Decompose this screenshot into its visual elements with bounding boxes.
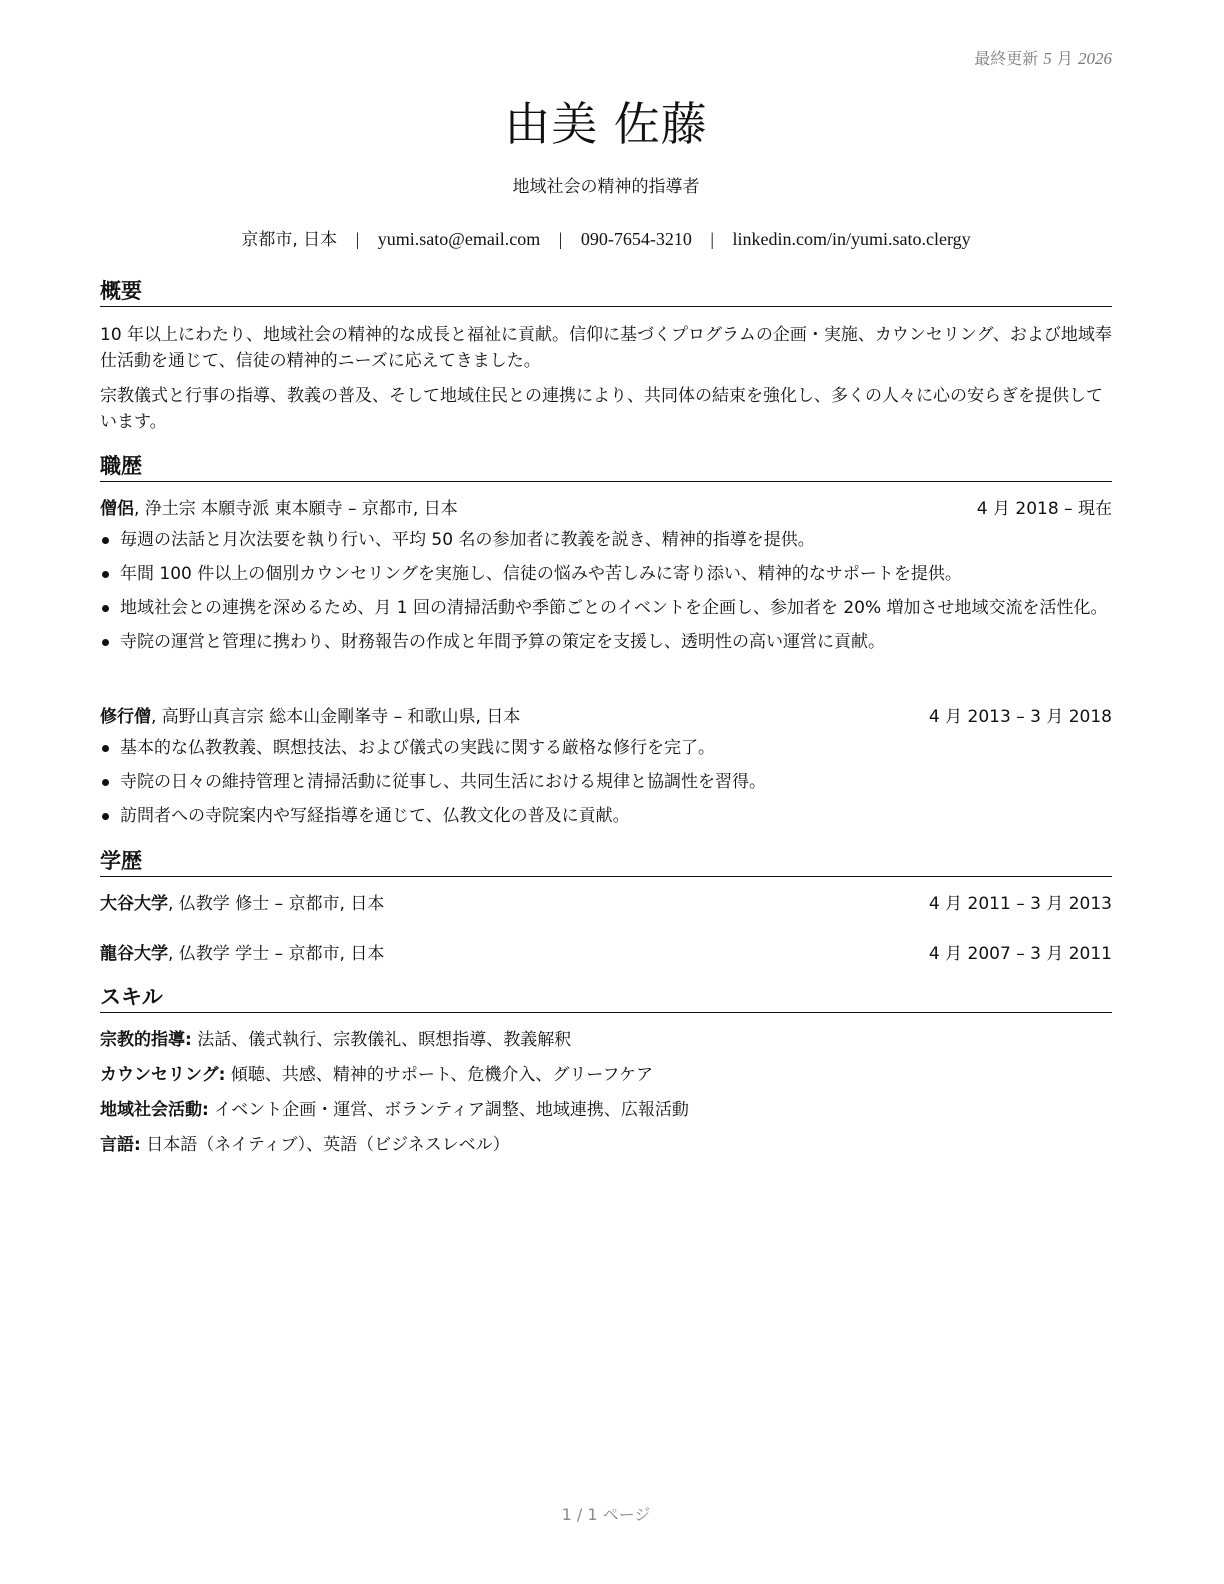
- list-item: 寺院の日々の維持管理と清掃活動に従事し、共同生活における規律と協調性を習得。: [100, 769, 1112, 795]
- last-updated-month-num: 5: [1043, 49, 1052, 68]
- contact-line: [100, 225, 1112, 250]
- skill-value: イベント企画・運営、ボランティア調整、地域連携、広報活動: [208, 1100, 689, 1120]
- last-updated-label: 最終更新: [974, 49, 1039, 68]
- skill-label: カウンセリング:: [100, 1065, 226, 1085]
- skill-row: [100, 1062, 1112, 1088]
- candidate-name: 由美 佐藤: [504, 97, 708, 151]
- education-school: 龍谷大学: [100, 944, 168, 964]
- education-dates: 4 月 2011 – 3 月 2013: [928, 894, 1112, 914]
- education-dates: 4 月 2007 – 3 月 2011: [928, 944, 1112, 964]
- skill-value: 法話、儀式執行、宗教儀礼、瞑想指導、教義解釈: [191, 1030, 572, 1050]
- education-detail: , 仏教学 学士 – 京都市, 日本: [168, 944, 385, 964]
- last-updated: [974, 46, 1112, 69]
- education-entry: [100, 942, 1112, 966]
- skill-row: [100, 1132, 1112, 1158]
- list-item: 基本的な仏教教義、瞑想技法、および儀式の実践に関する厳格な修行を完了。: [100, 735, 1112, 761]
- list-item: 寺院の運営と管理に携わり、財務報告の作成と年間予算の策定を支援し、透明性の高い運営に貢献。: [100, 629, 1112, 655]
- last-updated-year: 2026: [1078, 49, 1112, 68]
- experience-bullets: [100, 527, 1112, 663]
- page-indicator: 1 / 1 ページ: [561, 1505, 651, 1524]
- contact-phone[interactable]: 090-7654-3210: [580, 229, 692, 249]
- last-updated-month-unit: 月: [1056, 49, 1073, 68]
- section-title-experience: 職歴: [100, 453, 1112, 482]
- experience-org: , 高野山真言宗 総本山金剛峯寺 – 和歌山県, 日本: [151, 707, 521, 727]
- section-title-skills: スキル: [100, 984, 1112, 1013]
- summary-paragraph: 宗教儀式と行事の指導、教義の普及、そして地域住民との連携により、共同体の結束を強化し、多くの人々に心の安らぎを提供しています。: [100, 386, 1103, 432]
- resume-page: [100, 0, 1112, 1584]
- skill-value: 傾聴、共感、精神的サポート、危機介入、グリーフケア: [225, 1065, 653, 1085]
- skill-row: [100, 1097, 1112, 1123]
- skill-label: 地域社会活動:: [100, 1100, 209, 1120]
- contact-linkedin[interactable]: linkedin.com/in/yumi.sato.clergy: [732, 229, 971, 249]
- experience-bullets: [100, 735, 1112, 837]
- list-item: 訪問者への寺院案内や写経指導を通じて、仏教文化の普及に貢献。: [100, 803, 1112, 829]
- list-item: 年間 100 件以上の個別カウンセリングを実施し、信徒の悩みや苦しみに寄り添い、精神的なサポートを提供。: [100, 561, 1112, 587]
- contact-email[interactable]: yumi.sato@email.com: [377, 229, 541, 249]
- education-school: 大谷大学: [100, 894, 168, 914]
- education-entry: [100, 892, 1112, 916]
- contact-separator: |: [710, 229, 715, 249]
- experience-org: , 浄土宗 本願寺派 東本願寺 – 京都市, 日本: [134, 499, 458, 519]
- contact-location: 京都市, 日本: [241, 230, 338, 250]
- contact-separator: |: [558, 229, 563, 249]
- contact-separator: |: [355, 229, 360, 249]
- list-item: 毎週の法話と月次法要を執り行い、平均 50 名の参加者に教義を説き、精神的指導を提供。: [100, 527, 1112, 553]
- candidate-headline: 地域社会の精神的指導者: [512, 177, 700, 197]
- education-detail: , 仏教学 修士 – 京都市, 日本: [168, 894, 385, 914]
- skill-label: 宗教的指導:: [100, 1030, 192, 1050]
- list-item: 地域社会との連携を深めるため、月 1 回の清掃活動や季節ごとのイベントを企画し、参加者を 20% 増加させ地域交流を活性化。: [100, 595, 1112, 621]
- section-title-summary: 概要: [100, 278, 1112, 307]
- experience-role: 僧侶: [100, 499, 134, 519]
- experience-entry-header: [100, 497, 1112, 521]
- experience-role: 修行僧: [100, 707, 151, 727]
- experience-dates: 4 月 2018 – 現在: [976, 499, 1112, 519]
- skill-row: [100, 1027, 1112, 1053]
- section-title-education: 学歴: [100, 848, 1112, 877]
- experience-dates: 4 月 2013 – 3 月 2018: [928, 707, 1112, 727]
- summary-paragraph: 10 年以上にわたり、地域社会の精神的な成長と福祉に貢献。信仰に基づくプログラムの企画・実施、カウンセリング、および地域奉仕活動を通じて、信徒の精神的ニーズに応えてきました。: [100, 325, 1112, 371]
- skill-value: 日本語（ネイティブ）、英語（ビジネスレベル）: [140, 1135, 510, 1155]
- skill-label: 言語:: [100, 1135, 141, 1155]
- experience-entry-header: [100, 705, 1112, 729]
